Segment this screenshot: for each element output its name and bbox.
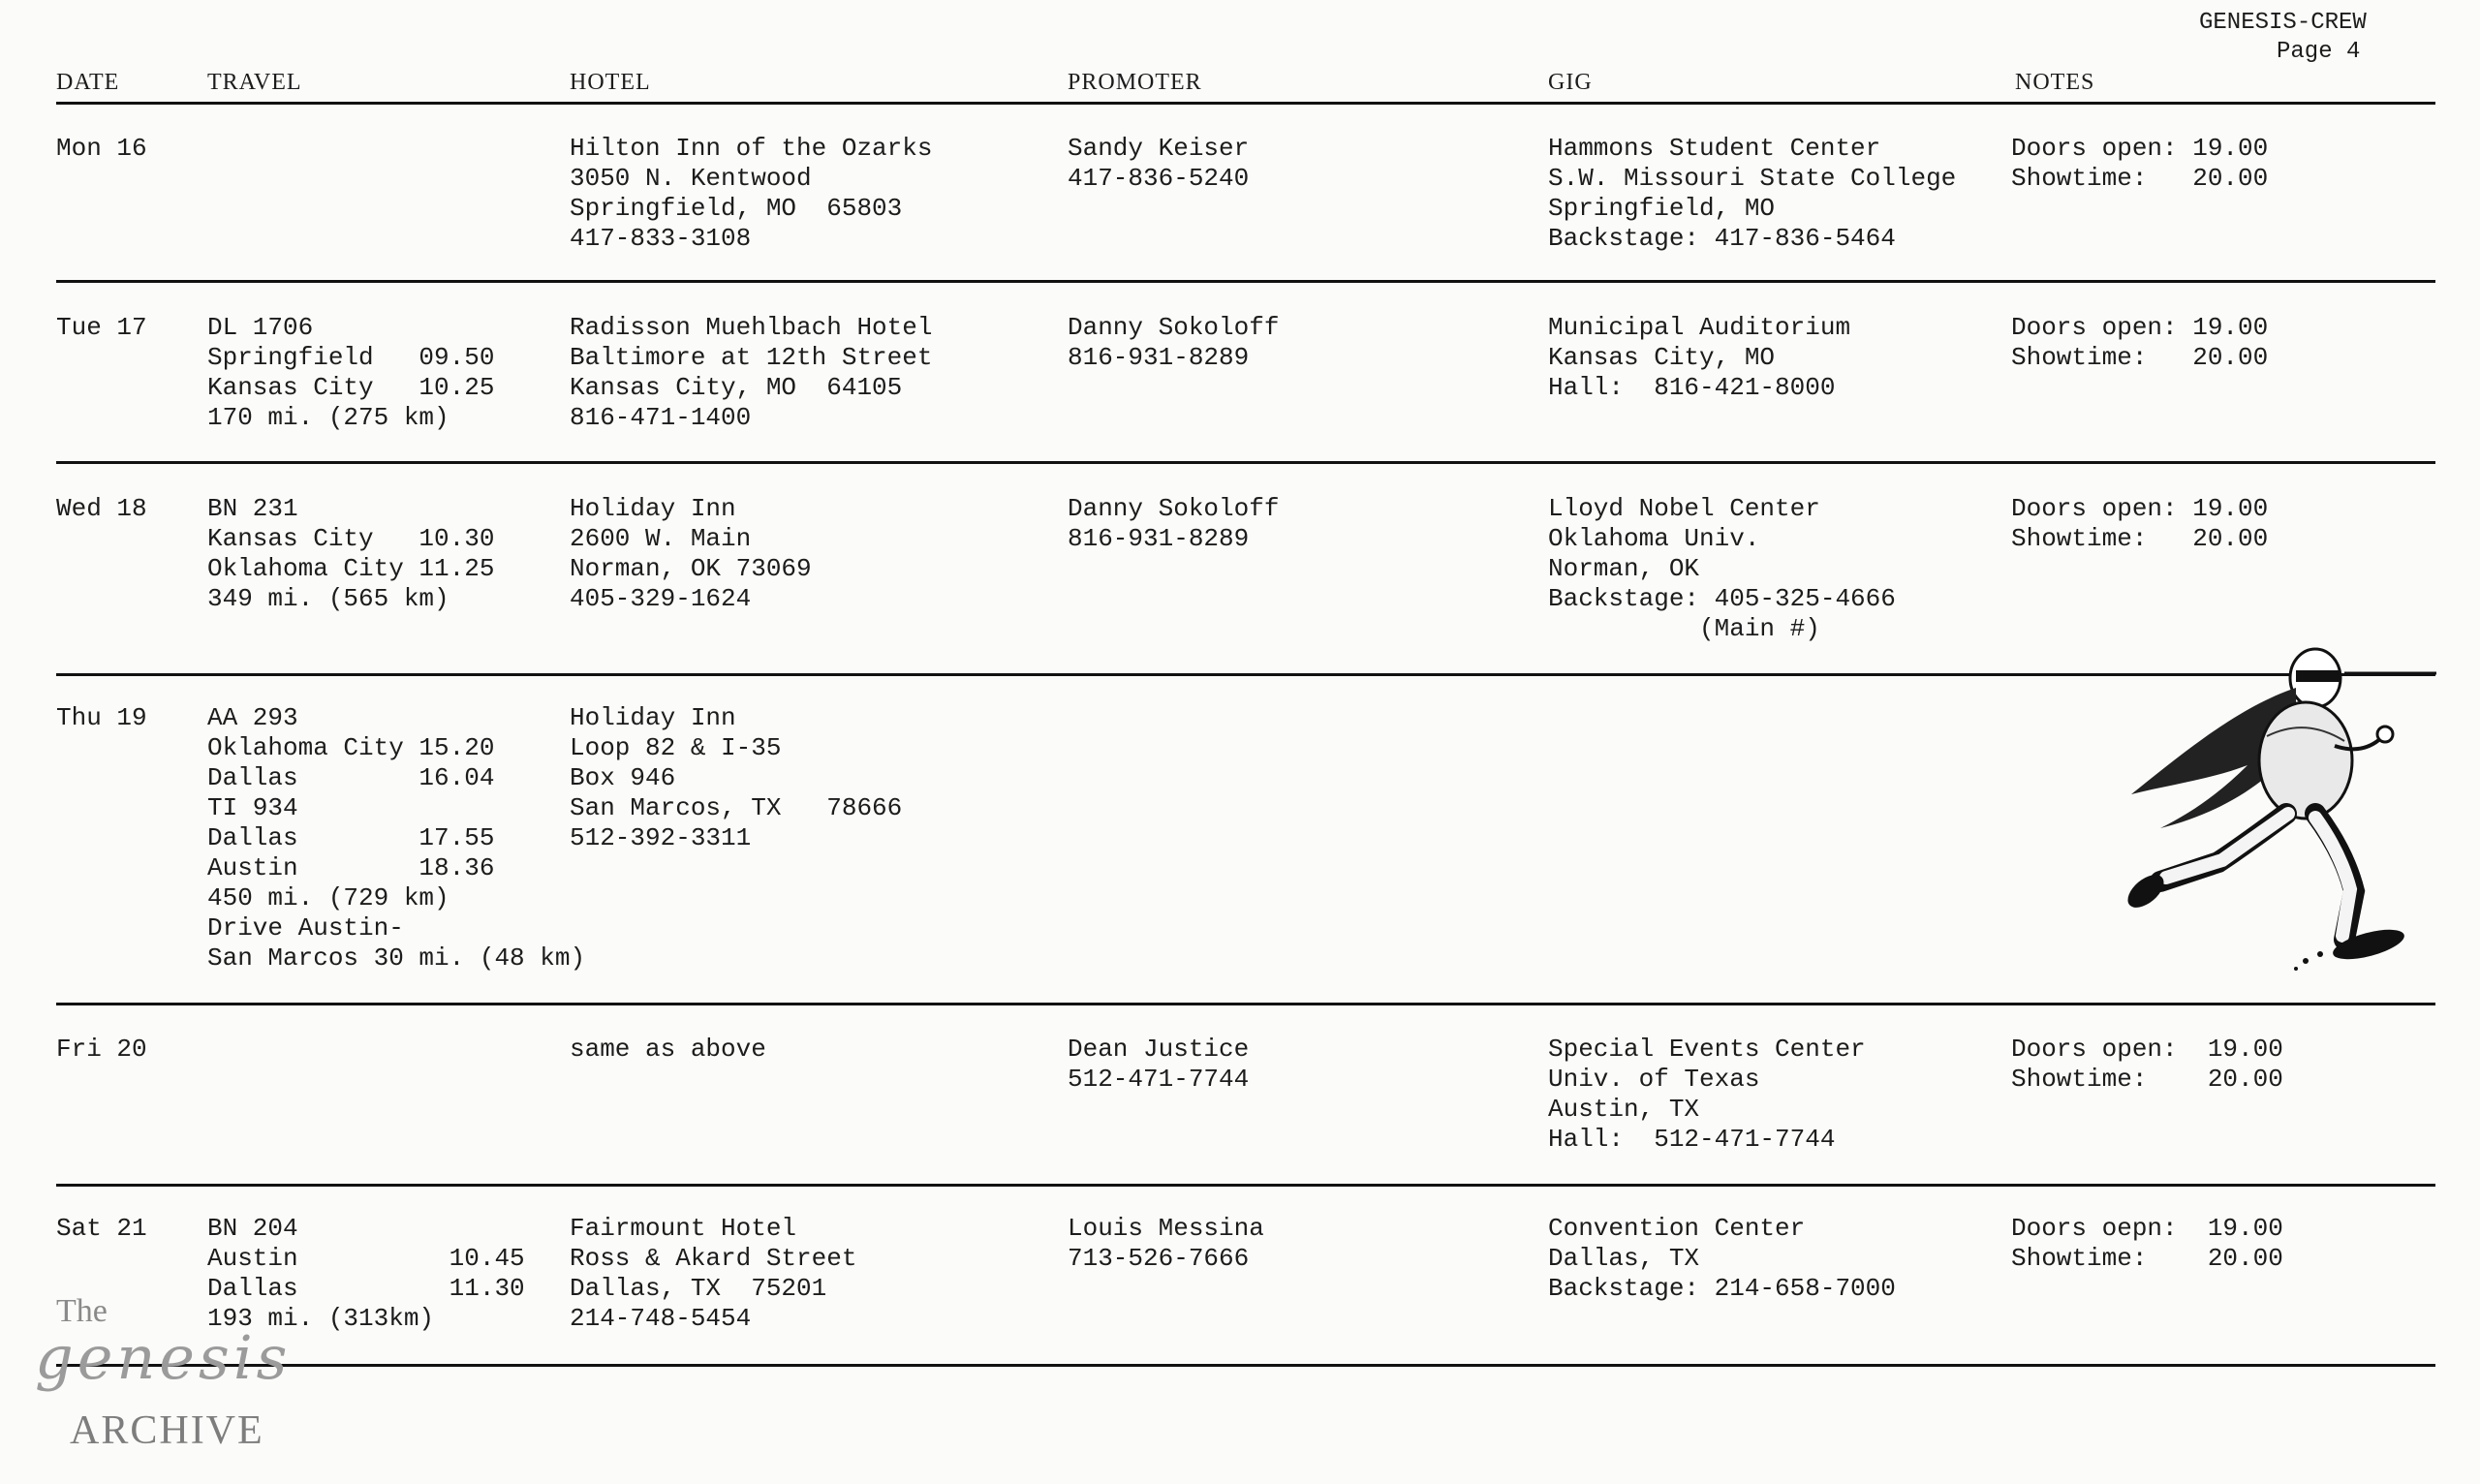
promoter-line: 512-471-7744 (1068, 1065, 1250, 1094)
hotel-line: Loop 82 & I-35 (570, 733, 782, 762)
notes-line: Doors oepn: 19.00 (2011, 1214, 2283, 1243)
row-notes (2011, 1035, 2283, 1095)
row-date: Wed 18 (56, 494, 147, 523)
hotel-line: Holiday Inn (570, 703, 736, 732)
notes-line: Showtime: 20.00 (2011, 1065, 2283, 1094)
row-travel (207, 313, 494, 433)
gig-line: Norman, OK (1548, 554, 1700, 583)
travel-line: BN 231 (207, 494, 298, 523)
row-date: Fri 20 (56, 1035, 147, 1064)
travel-line: 170 mi. (275 km) (207, 403, 450, 432)
row-hotel (570, 1214, 856, 1334)
promoter-line: Danny Sokoloff (1068, 313, 1280, 342)
travel-line: Kansas City 10.30 (207, 524, 495, 553)
travel-line: BN 204 (207, 1214, 298, 1243)
row-notes (2011, 494, 2268, 554)
travel-line: 349 mi. (565 km) (207, 584, 450, 613)
notes-line: Showtime: 20.00 (2011, 343, 2269, 372)
hotel-line: Box 946 (570, 763, 676, 792)
col-hotel: HOTEL (570, 70, 651, 95)
hotel-line: Norman, OK 73069 (570, 554, 812, 583)
row-notes (2011, 1214, 2283, 1274)
promoter-line: Danny Sokoloff (1068, 494, 1280, 523)
gig-line: Backstage: 405-325-4666 (1548, 584, 1896, 613)
row-promoter (1068, 494, 1279, 554)
travel-line: Austin 18.36 (207, 853, 495, 882)
travel-line: Dallas 17.55 (207, 823, 495, 852)
gig-line: Backstage: 417-836-5464 (1548, 224, 1896, 253)
hotel-line: Kansas City, MO 64105 (570, 373, 903, 402)
gig-line: Oklahoma Univ. (1548, 524, 1760, 553)
travel-line: TI 934 (207, 793, 298, 822)
notes-line: Doors open: 19.00 (2011, 1035, 2283, 1064)
row-gig (1548, 1214, 1896, 1304)
hotel-line: 405-329-1624 (570, 584, 752, 613)
row-travel (207, 703, 585, 974)
row-divider (56, 280, 2435, 283)
row-gig (1548, 494, 1896, 644)
hotel-line: 214-748-5454 (570, 1304, 752, 1333)
promoter-line: 417-836-5240 (1068, 164, 1250, 193)
row-date: Thu 19 (56, 703, 147, 732)
row-divider (56, 1184, 2435, 1187)
row-hotel (570, 703, 902, 853)
gig-line: Lloyd Nobel Center (1548, 494, 1820, 523)
hotel-line: Fairmount Hotel (570, 1214, 797, 1243)
row-gig (1548, 134, 1956, 254)
promoter-line: 816-931-8289 (1068, 524, 1250, 553)
watermark-the: The (56, 1293, 108, 1329)
gig-line: Hall: 512-471-7744 (1548, 1125, 1836, 1154)
band-label: GENESIS-CREW (2199, 10, 2367, 36)
gig-line: Backstage: 214-658-7000 (1548, 1274, 1896, 1303)
gig-line: Hall: 816-421-8000 (1548, 373, 1836, 402)
travel-line: Oklahoma City 11.25 (207, 554, 495, 583)
travel-line: Austin 10.45 (207, 1244, 525, 1273)
col-notes: NOTES (2015, 70, 2095, 95)
col-date: DATE (56, 70, 120, 95)
notes-line: Showtime: 20.00 (2011, 524, 2269, 553)
travel-line: Dallas 16.04 (207, 763, 495, 792)
travel-line: Oklahoma City 15.20 (207, 733, 495, 762)
header-rule (56, 102, 2435, 105)
promoter-line: Sandy Keiser (1068, 134, 1250, 163)
hotel-line: Holiday Inn (570, 494, 736, 523)
travel-line: 450 mi. (729 km) (207, 883, 450, 912)
hotel-line: 512-392-3311 (570, 823, 752, 852)
hotel-line: Springfield, MO 65803 (570, 194, 903, 223)
row-hotel (570, 134, 932, 254)
row-divider (56, 1364, 2435, 1367)
col-promoter: PROMOTER (1068, 70, 1202, 95)
row-travel (207, 494, 494, 614)
travel-line: Dallas 11.30 (207, 1274, 525, 1303)
running-man-illustration (2025, 620, 2451, 988)
hotel-line: 417-833-3108 (570, 224, 752, 253)
watermark-genesis: genesis (35, 1322, 292, 1393)
gig-line: S.W. Missouri State College (1548, 164, 1957, 193)
gig-line: (Main #) (1548, 614, 1820, 643)
row-promoter (1068, 134, 1249, 194)
gig-line: Dallas, TX (1548, 1244, 1700, 1273)
notes-line: Showtime: 20.00 (2011, 1244, 2283, 1273)
watermark-archive: ARCHIVE (70, 1408, 264, 1453)
row-divider (56, 1003, 2435, 1005)
promoter-line: 816-931-8289 (1068, 343, 1250, 372)
hotel-line: 3050 N. Kentwood (570, 164, 812, 193)
row-promoter (1068, 1214, 1264, 1274)
travel-line: Springfield 09.50 (207, 343, 495, 372)
hotel-line: 2600 W. Main (570, 524, 752, 553)
row-date: Mon 16 (56, 134, 147, 163)
gig-line: Convention Center (1548, 1214, 1806, 1243)
row-hotel (570, 1035, 766, 1065)
archive-watermark (35, 1293, 364, 1468)
col-travel: TRAVEL (207, 70, 302, 95)
col-gig: GIG (1548, 70, 1593, 95)
travel-line: 193 mi. (313km) (207, 1304, 435, 1333)
notes-line: Showtime: 20.00 (2011, 164, 2269, 193)
row-gig (1548, 1035, 1866, 1155)
hotel-line: 816-471-1400 (570, 403, 752, 432)
row-hotel (570, 313, 932, 433)
row-notes (2011, 313, 2268, 373)
travel-line: DL 1706 (207, 313, 314, 342)
hotel-line: Hilton Inn of the Ozarks (570, 134, 933, 163)
travel-line: Kansas City 10.25 (207, 373, 495, 402)
gig-line: Austin, TX (1548, 1095, 1700, 1124)
gig-line: Special Events Center (1548, 1035, 1866, 1064)
page-number: Page 4 (2277, 39, 2361, 65)
gig-line: Hammons Student Center (1548, 134, 1881, 163)
travel-line: AA 293 (207, 703, 298, 732)
row-notes (2011, 134, 2268, 194)
travel-line: San Marcos 30 mi. (48 km) (207, 943, 586, 973)
gig-line: Springfield, MO (1548, 194, 1776, 223)
notes-line: Doors open: 19.00 (2011, 134, 2269, 163)
row-date: Tue 17 (56, 313, 147, 342)
gig-line: Univ. of Texas (1548, 1065, 1760, 1094)
row-gig (1548, 313, 1850, 403)
row-promoter (1068, 1035, 1249, 1095)
hotel-line: Baltimore at 12th Street (570, 343, 933, 372)
gig-line: Kansas City, MO (1548, 343, 1776, 372)
hotel-line: Ross & Akard Street (570, 1244, 857, 1273)
promoter-line: 713-526-7666 (1068, 1244, 1250, 1273)
row-date: Sat 21 (56, 1214, 147, 1243)
row-promoter (1068, 313, 1279, 373)
travel-line: Drive Austin- (207, 913, 404, 943)
row-divider (56, 461, 2435, 464)
gig-line: Municipal Auditorium (1548, 313, 1851, 342)
hotel-line: Dallas, TX 75201 (570, 1274, 827, 1303)
hotel-line: Radisson Muehlbach Hotel (570, 313, 933, 342)
hotel-line: San Marcos, TX 78666 (570, 793, 903, 822)
hotel-line: same as above (570, 1035, 766, 1064)
promoter-line: Louis Messina (1068, 1214, 1264, 1243)
row-hotel (570, 494, 812, 614)
promoter-line: Dean Justice (1068, 1035, 1250, 1064)
notes-line: Doors open: 19.00 (2011, 313, 2269, 342)
notes-line: Doors open: 19.00 (2011, 494, 2269, 523)
